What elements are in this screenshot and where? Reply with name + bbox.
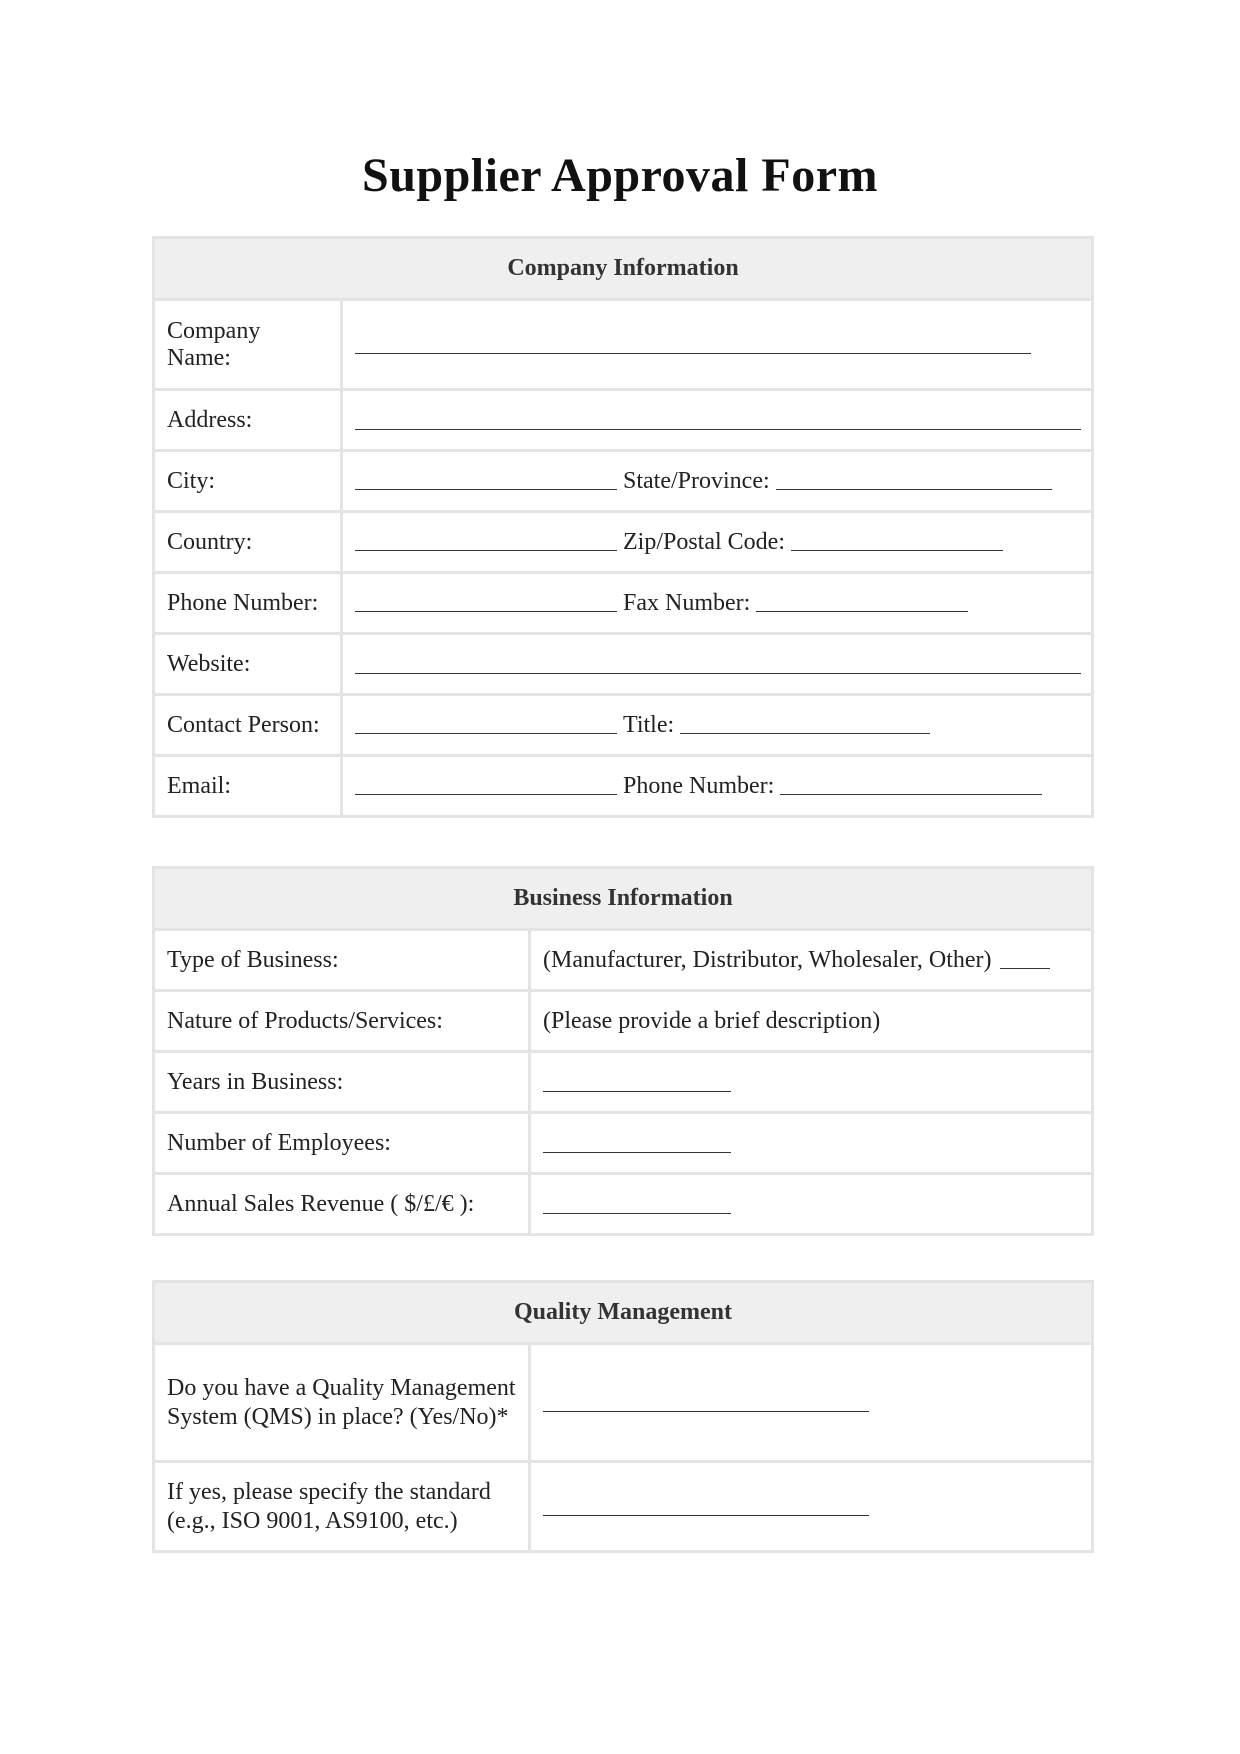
email-field[interactable] [355, 793, 617, 795]
website-label: Website: [154, 634, 342, 695]
nature-field[interactable]: (Please provide a brief description) [530, 991, 1093, 1052]
contact-person-label: Contact Person: [154, 695, 342, 756]
quality-management-table [152, 1280, 1094, 1553]
years-field[interactable] [530, 1052, 1093, 1113]
standard-field[interactable] [530, 1462, 1093, 1552]
revenue-label: Annual Sales Revenue ( $/£/€ ): [154, 1174, 530, 1235]
contact-phone-label: Phone Number: [623, 772, 775, 799]
zip-field[interactable] [791, 549, 1003, 551]
business-information-table [152, 866, 1094, 1236]
revenue-field[interactable] [530, 1174, 1093, 1235]
city-field[interactable] [355, 488, 617, 490]
qms-field[interactable] [530, 1344, 1093, 1462]
type-of-business-field[interactable] [1000, 967, 1050, 969]
page-title: Supplier Approval Form [362, 149, 878, 202]
website-field[interactable] [342, 634, 1093, 695]
phone-label: Phone Number: [154, 573, 342, 634]
type-of-business-label: Type of Business: [154, 930, 530, 991]
section-header-business: Business Information [154, 868, 1093, 930]
address-label: Address: [154, 390, 342, 451]
section-header-company: Company Information [154, 238, 1093, 300]
section-header-quality: Quality Management [154, 1282, 1093, 1344]
zip-label: Zip/Postal Code: [623, 528, 785, 555]
email-label: Email: [154, 756, 342, 817]
country-label: Country: [154, 512, 342, 573]
state-field[interactable] [776, 488, 1052, 490]
employees-label: Number of Employees: [154, 1113, 530, 1174]
phone-field[interactable] [355, 610, 617, 612]
nature-label: Nature of Products/Services: [154, 991, 530, 1052]
contact-phone-field[interactable] [780, 793, 1042, 795]
company-name-label: Company Name: [154, 300, 342, 390]
contact-person-field[interactable] [355, 732, 617, 734]
contact-title-label: Title: [623, 711, 675, 738]
fax-label: Fax Number: [623, 589, 751, 616]
fax-field[interactable] [756, 610, 968, 612]
city-label: City: [154, 451, 342, 512]
years-label: Years in Business: [154, 1052, 530, 1113]
address-field[interactable] [342, 390, 1093, 451]
country-field[interactable] [355, 549, 617, 551]
standard-label: If yes, please specify the standard (e.g., ISO 9001, AS9100, etc.) [154, 1462, 530, 1552]
contact-title-field[interactable] [680, 732, 930, 734]
qms-label: Do you have a Quality Management System (QMS) in place? (Yes/No)* [154, 1344, 530, 1462]
type-of-business-hint: (Manufacturer, Distributor, Wholesaler, Other) [543, 946, 992, 973]
company-name-field[interactable] [342, 300, 1093, 390]
company-information-table [152, 236, 1094, 818]
employees-field[interactable] [530, 1113, 1093, 1174]
state-label: State/Province: [623, 467, 770, 494]
